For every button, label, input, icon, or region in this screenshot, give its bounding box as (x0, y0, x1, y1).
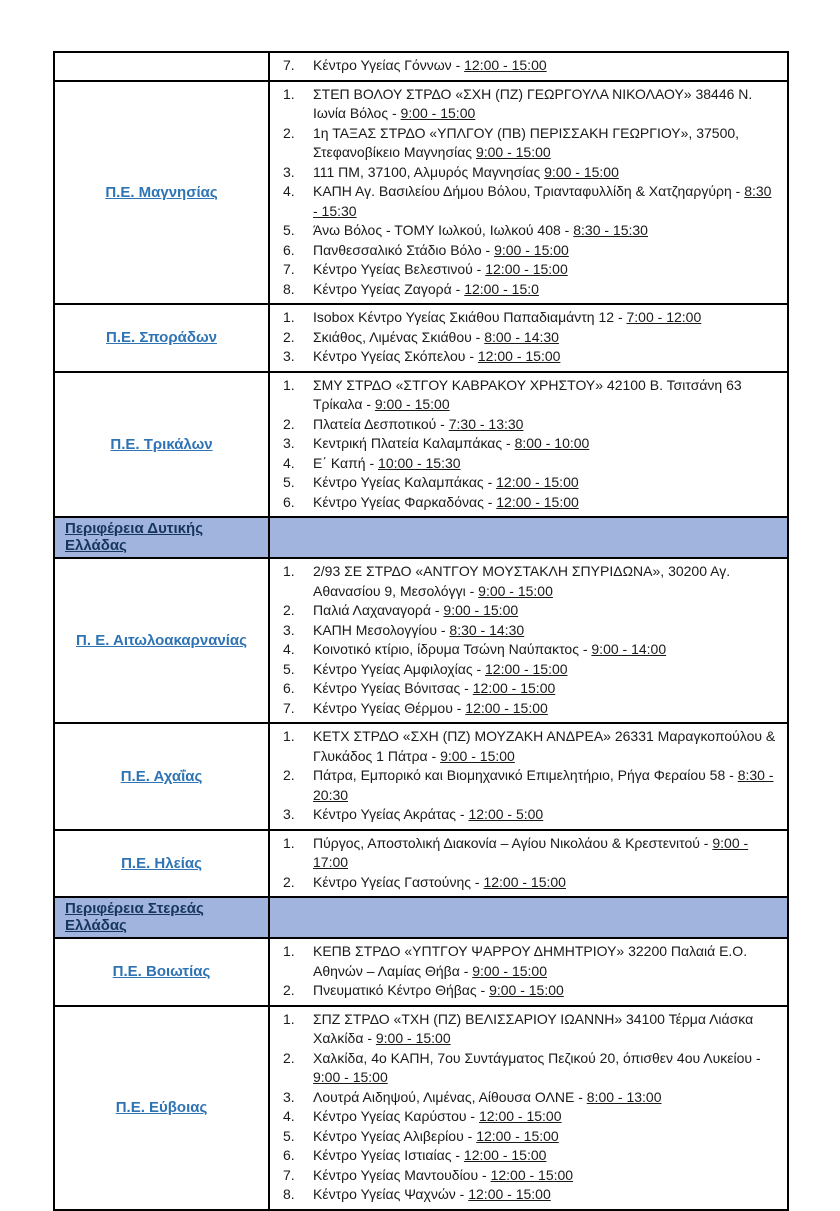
band-row (55, 516, 787, 557)
item-number: 7. (283, 1166, 295, 1183)
item-time: 7:30 - 13:30 (448, 415, 524, 432)
item-body (313, 1049, 779, 1088)
item-body (313, 163, 779, 183)
item-time: 9:00 - 15:00 (544, 163, 619, 180)
item-text: ΚΕΤΧ ΣΤΡΔΟ «ΣΧΗ (ΠΖ) ΜΟΥΖΑΚΗ ΑΝΔΡΕΑ» 26331 Μαραγκοπούλου & Γλυκάδος 1 Πάτρα - (313, 728, 776, 764)
items-cell (270, 82, 787, 304)
table-row (55, 722, 787, 829)
item-time: 9:00 - 15:00 (374, 396, 450, 412)
item-time: 12:00 - 15:00 (478, 1108, 562, 1124)
item-body (313, 981, 779, 1001)
item-time: 8:30 - 15:30 (313, 183, 772, 219)
table-row (55, 303, 787, 371)
item-number: 4. (283, 1108, 295, 1124)
item-time: 12:00 - 5:00 (468, 806, 544, 822)
item-time: 12:00 - 15:00 (485, 660, 568, 677)
list-item (283, 434, 779, 454)
item-number: 2. (283, 124, 295, 141)
item-text: Κέντρο Υγείας Αμφιλοχίας - (313, 660, 486, 677)
item-number: 1. (283, 85, 295, 102)
item-number: 3. (283, 348, 295, 364)
region-cell (55, 53, 270, 80)
item-time: 12:00 - 15:00 (464, 57, 547, 73)
item-text: Πάτρα, Εμπορικό και Βιομηχανικό Επιμελητήριο, Ρήγα Φεραίου 58 - (313, 767, 738, 783)
item-number: 7. (283, 699, 295, 716)
item-number: 3. (283, 435, 295, 451)
item-number: 1. (283, 309, 295, 325)
list-item (283, 260, 779, 280)
item-text: Κέντρο Υγείας Σκόπελου - (313, 348, 478, 364)
item-number: 6. (283, 680, 295, 696)
item-time: 9:00 - 15:00 (375, 1030, 451, 1046)
items-cell (270, 53, 787, 80)
item-body (313, 347, 779, 367)
item-body (313, 241, 779, 261)
item-time: 12:00 - 15:00 (496, 493, 579, 510)
list-item (283, 241, 779, 261)
item-number: 1. (283, 943, 295, 959)
item-number: 2. (283, 873, 295, 890)
list-item (283, 473, 779, 493)
list-item (283, 415, 779, 435)
item-number: 7. (283, 261, 295, 277)
item-time: 12:00 - 15:00 (485, 261, 568, 277)
item-time: 9:00 - 15:00 (478, 582, 553, 599)
item-time: 9:00 - 15:00 (313, 1069, 388, 1085)
item-time: 9:00 - 14:00 (591, 641, 667, 657)
region-link[interactable]: Π.Ε. Τρικάλων (110, 435, 213, 453)
band-row (55, 896, 787, 937)
item-time: 9:00 - 15:00 (440, 747, 515, 764)
region-link[interactable]: Π.Ε. Εύβοιας (115, 1099, 208, 1116)
item-number: 5. (283, 474, 295, 490)
item-number: 4. (283, 183, 295, 199)
list-item (283, 562, 779, 601)
band-header-label[interactable]: Περιφέρεια Δυτικής Ελλάδας (65, 520, 203, 554)
item-number: 2. (283, 767, 295, 783)
item-body (313, 621, 779, 641)
item-text: Κέντρο Υγείας Ψαχνών - (313, 1186, 469, 1202)
item-body (313, 434, 779, 454)
items-cell (270, 724, 787, 829)
item-body (313, 376, 779, 415)
region-cell (55, 559, 270, 722)
item-body (313, 1166, 779, 1186)
list-item (283, 1185, 779, 1205)
item-time: 9:00 - 15:00 (443, 602, 519, 618)
list-item (283, 328, 779, 348)
item-time: 8:00 - 13:00 (586, 1088, 662, 1105)
item-text: Κέντρο Υγείας Φαρκαδόνας - (313, 493, 497, 510)
item-body (313, 415, 779, 435)
item-body (313, 473, 779, 493)
item-body (313, 679, 779, 699)
item-time: 9:00 - 15:00 (494, 241, 569, 258)
item-text: Παλιά Λαχαναγορά - (313, 602, 444, 618)
item-text: Κέντρο Υγείας Θέρμου - (313, 699, 466, 716)
item-text: Κοινοτικό κτίριο, ίδρυμα Τσώνη Ναύπακτος - (313, 641, 592, 657)
table-row (55, 80, 787, 304)
list-item (283, 1146, 779, 1166)
item-number: 1. (283, 376, 295, 393)
item-text: ΚΑΠΗ Μεσολογγίου - (313, 621, 450, 638)
items-cell (270, 373, 787, 517)
list-item (283, 640, 779, 660)
item-number: 6. (283, 1147, 295, 1163)
item-time: 8:00 - 10:00 (514, 435, 590, 451)
item-body (313, 280, 779, 300)
list-item (283, 182, 779, 221)
item-number: 1. (283, 728, 295, 744)
item-body (313, 308, 779, 328)
list-item (283, 942, 779, 981)
region-link[interactable]: Π.Ε. Βοιωτίας (112, 963, 211, 981)
item-text: 1η ΤΑΞΑΣ ΣΤΡΔΟ «ΥΠΛΓΟΥ (ΠΒ) ΠΕΡΙΣΣΑΚΗ ΓΕΩΡΓΙΟΥ», 37500, Στεφανοβίκειο Μαγνησίας (313, 124, 740, 160)
list-item (283, 981, 779, 1001)
region-cell (55, 373, 270, 517)
item-text: ΣΜΥ ΣΤΡΔΟ «ΣΤΓΟΥ ΚΑΒΡΑΚΟΥ ΧΡΗΣΤΟΥ» 42100 Β. Τσιτσάνη 63 Τρίκαλα - (313, 376, 742, 412)
item-body (313, 1107, 779, 1127)
list-item (283, 1010, 779, 1049)
item-text: Κέντρο Υγείας Μαντουδίου - (313, 1166, 491, 1183)
item-time: 12:00 - 15:00 (472, 680, 556, 696)
item-time: 12:00 - 15:00 (490, 1166, 574, 1183)
item-body (313, 493, 779, 513)
list-item (283, 1127, 779, 1147)
item-text: Λουτρά Αιδηψού, Λιμένας, Αίθουσα ΟΛΝΕ - (313, 1088, 587, 1105)
items-cell (270, 939, 787, 1005)
list-item (283, 805, 779, 825)
item-time: 12:00 - 15:00 (496, 474, 579, 490)
item-body (313, 873, 779, 893)
item-number: 2. (283, 415, 295, 432)
item-time: 12:00 - 15:00 (463, 1147, 547, 1163)
item-text: ΚΕΠΒ ΣΤΡΔΟ «ΥΠΤΓΟΥ ΨΑΡΡΟΥ ΔΗΜΗΤΡΙΟΥ» 32200 Παλαιά Ε.Ο. Αθηνών – Λαμίας Θήβα - (313, 943, 748, 979)
item-text: 111 ΠΜ, 37100, Αλμυρός Μαγνησίας (313, 163, 545, 180)
item-number: 2. (283, 1049, 295, 1066)
item-body (313, 601, 779, 621)
band-header-cell (55, 898, 270, 937)
item-number: 3. (283, 1088, 295, 1105)
item-time: 8:30 - 14:30 (449, 621, 525, 638)
item-text: Πανθεσσαλικό Στάδιο Βόλο - (313, 241, 495, 258)
item-body (313, 328, 779, 348)
item-text: Κέντρο Υγείας Καλαμπάκας - (313, 474, 497, 490)
item-text: ΣΠΖ ΣΤΡΔΟ «ΤΧΗ (ΠΖ) ΒΕΛΙΣΣΑΡΙΟΥ ΙΩΑΝΝΗ» 34100 Τέρμα Λιάσκα Χαλκίδα - (313, 1010, 754, 1046)
item-time: 8:30 - 15:30 (573, 222, 648, 238)
item-time: 12:00 - 15:00 (476, 1127, 559, 1144)
item-time: 12:00 - 15:00 (483, 873, 566, 890)
item-time: 12:00 - 15:00 (468, 1186, 551, 1202)
item-text: Κέντρο Υγείας Βόνιτσας - (313, 680, 473, 696)
list-item (283, 1166, 779, 1186)
table-row (55, 557, 787, 722)
item-time: 9:00 - 15:00 (472, 962, 547, 979)
list-item (283, 454, 779, 474)
region-cell (55, 82, 270, 304)
item-number: 1. (283, 834, 295, 851)
item-time: 12:00 - 15:0 (464, 280, 539, 297)
item-body (313, 660, 779, 680)
region-cell (55, 939, 270, 1005)
item-text: Κέντρο Υγείας Αλιβερίου - (313, 1127, 477, 1144)
item-time: 9:00 - 15:00 (400, 105, 476, 121)
item-time: 9:00 - 15:00 (489, 982, 564, 998)
item-body (313, 454, 779, 474)
item-time: 7:00 - 12:00 (626, 309, 702, 325)
item-text: Πύργος, Αποστολική Διακονία – Αγίου Νικολάου & Κρεστενιτού - (313, 834, 713, 851)
item-number: 2. (283, 328, 295, 345)
table-row (55, 829, 787, 897)
list-item (283, 493, 779, 513)
item-text: Κέντρο Υγείας Ακράτας - (313, 806, 469, 822)
item-number: 7. (283, 57, 295, 73)
list-item (283, 1107, 779, 1127)
region-cell (55, 831, 270, 897)
item-body (313, 1088, 779, 1108)
region-link[interactable]: Π.Ε. Μαγνησίας (105, 183, 218, 201)
region-link[interactable]: Π.Ε. Ηλείας (121, 854, 202, 872)
item-number: 1. (283, 563, 295, 579)
item-text: Πνευματικό Κέντρο Θήβας - (313, 982, 490, 998)
items-cell (270, 1007, 787, 1209)
list-item (283, 124, 779, 163)
list-item (283, 347, 779, 367)
item-body (313, 85, 779, 124)
table-row (55, 937, 787, 1005)
band-spacer-cell (270, 898, 787, 937)
list-item (283, 1088, 779, 1108)
item-body (313, 766, 779, 805)
item-text: Κέντρο Υγείας Βελεστινού - (313, 261, 486, 277)
item-body (313, 1146, 779, 1166)
table-row (55, 1005, 787, 1209)
region-link[interactable]: Π. Ε. Αιτωλοακαρνανίας (76, 632, 247, 649)
item-body (313, 260, 779, 280)
item-text: Κέντρο Υγείας Γαστούνης - (313, 873, 484, 890)
list-item (283, 660, 779, 680)
item-number: 2. (283, 982, 295, 998)
item-body (313, 640, 779, 660)
item-number: 3. (283, 621, 295, 638)
list-item (283, 621, 779, 641)
item-text: 2/93 ΣΕ ΣΤΡΔΟ «ΑΝΤΓΟΥ ΜΟΥΣΤΑΚΛΗ ΣΠΥΡΙΔΩΝΑ», 30200 Αγ. Αθανασίου 9, Μεσολόγγι - (313, 563, 731, 599)
item-body (313, 124, 779, 163)
list-item (283, 766, 779, 805)
item-body (313, 1185, 779, 1205)
item-body (313, 562, 779, 601)
region-cell (55, 305, 270, 371)
item-text: Χαλκίδα, 4ο ΚΑΠΗ, 7ου Συντάγματος Πεζικού 20, όπισθεν 4ου Λυκείου - (313, 1049, 761, 1066)
item-text: Άνω Βόλος - ΤΟΜΥ Ιωλκού, Ιωλκού 408 - (313, 222, 574, 238)
item-number: 8. (283, 1186, 295, 1202)
schedule-table (53, 51, 789, 1211)
list-item (283, 163, 779, 183)
region-link[interactable]: Π.Ε. Αχαΐας (120, 767, 203, 785)
item-body (313, 727, 779, 766)
item-text: Πλατεία Δεσποτικού - (313, 415, 449, 432)
item-text: Ε΄ Καπή - (313, 454, 379, 471)
list-item (283, 873, 779, 893)
list-item (283, 376, 779, 415)
list-item (283, 679, 779, 699)
item-time: 8:30 - 20:30 (313, 767, 774, 803)
item-body (313, 56, 779, 76)
item-time: 9:00 - 17:00 (313, 834, 749, 870)
list-item (283, 308, 779, 328)
item-number: 5. (283, 222, 295, 238)
list-item (283, 727, 779, 766)
item-number: 8. (283, 280, 295, 297)
item-body (313, 221, 779, 241)
item-text: Κέντρο Υγείας Ζαγορά - (313, 280, 465, 297)
item-time: 9:00 - 15:00 (475, 144, 551, 160)
item-text: Κέντρο Υγείας Ιστιαίας - (313, 1147, 464, 1163)
item-number: 1. (283, 1010, 295, 1027)
item-body (313, 1010, 779, 1049)
table-row (55, 371, 787, 517)
item-time: 12:00 - 15:00 (477, 348, 561, 364)
item-body (313, 805, 779, 825)
item-number: 3. (283, 163, 295, 180)
item-body (313, 182, 779, 221)
item-time: 8:00 - 14:30 (484, 328, 559, 345)
item-body (313, 1127, 779, 1147)
item-text: Isobox Κέντρο Υγείας Σκιάθου Παπαδιαμάντη 12 - (313, 309, 627, 325)
region-cell (55, 1007, 270, 1209)
item-body (313, 834, 779, 873)
band-header-label[interactable]: Περιφέρεια Στερεάς Ελλάδας (65, 900, 204, 934)
item-number: 6. (283, 241, 295, 258)
item-number: 4. (283, 454, 295, 471)
item-text: ΣΤΕΠ ΒΟΛΟΥ ΣΤΡΔΟ «ΣΧΗ (ΠΖ) ΓΕΩΡΓΟΥΛΑ ΝΙΚΟΛΑΟΥ» 38446 Ν. Ιωνία Βόλος - (313, 85, 753, 121)
item-number: 2. (283, 602, 295, 618)
item-body (313, 942, 779, 981)
item-number: 5. (283, 1127, 295, 1144)
item-text: Κέντρο Υγείας Καρύστου - (313, 1108, 479, 1124)
list-item (283, 601, 779, 621)
items-cell (270, 305, 787, 371)
list-item (283, 221, 779, 241)
item-text: Κέντρο Υγείας Γόννων - (313, 57, 465, 73)
item-body (313, 699, 779, 719)
list-item (283, 1049, 779, 1088)
item-number: 6. (283, 493, 295, 510)
list-item (283, 56, 779, 76)
items-cell (270, 559, 787, 722)
list-item (283, 834, 779, 873)
list-item (283, 699, 779, 719)
items-cell (270, 831, 787, 897)
band-spacer-cell (270, 518, 787, 557)
item-time: 12:00 - 15:00 (465, 699, 548, 716)
list-item (283, 280, 779, 300)
item-number: 4. (283, 641, 295, 657)
item-text: ΚΑΠΗ Αγ. Βασιλείου Δήμου Βόλου, Τριανταφυλλίδη & Χατζηαργύρη - (313, 183, 745, 199)
list-item (283, 85, 779, 124)
item-number: 3. (283, 806, 295, 822)
item-time: 10:00 - 15:30 (378, 454, 461, 471)
region-cell (55, 724, 270, 829)
item-text: Κεντρική Πλατεία Καλαμπάκας - (313, 435, 515, 451)
table-row (55, 53, 787, 80)
region-link[interactable]: Π.Ε. Σποράδων (106, 329, 217, 347)
item-number: 5. (283, 660, 295, 677)
band-header-cell (55, 518, 270, 557)
item-text: Σκιάθος, Λιμένας Σκιάθου - (313, 328, 485, 345)
